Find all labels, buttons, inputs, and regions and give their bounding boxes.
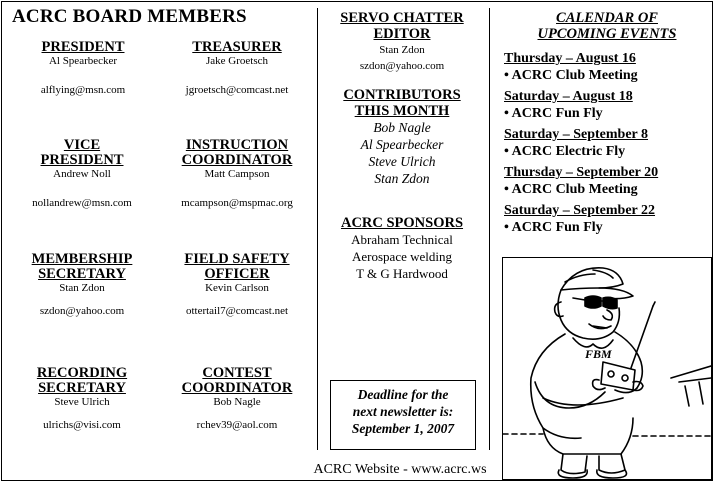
- calendar-event: [504, 202, 712, 236]
- member-role: FIELD SAFETY: [184, 251, 290, 267]
- calendar-event: [504, 88, 712, 122]
- member-role: VICE: [63, 137, 101, 153]
- member-email: ottertail7@comcast.net: [185, 305, 289, 317]
- member-field-safety-officer: [170, 252, 304, 318]
- member-vice-president: [18, 138, 146, 210]
- column-divider-right: [489, 8, 490, 450]
- member-name: Stan Zdon: [59, 282, 105, 294]
- member-role: INSTRUCTION: [185, 137, 289, 153]
- event-item: • ACRC Electric Fly: [504, 144, 626, 159]
- calendar-event: [504, 164, 712, 198]
- member-email: rchev39@aol.com: [196, 419, 278, 431]
- editor-email: szdon@yahoo.com: [359, 60, 445, 72]
- member-role: OFFICER: [204, 266, 270, 282]
- member-role: COORDINATOR: [181, 380, 293, 396]
- member-contest-coordinator: [168, 366, 306, 432]
- member-name: Steve Ulrich: [54, 396, 110, 408]
- member-name: Andrew Noll: [53, 168, 111, 180]
- member-name: Bob Nagle: [213, 396, 261, 408]
- member-instruction-coordinator: [168, 138, 306, 210]
- member-role: PRESIDENT: [40, 152, 124, 168]
- member-name: Al Spearbecker: [48, 55, 118, 67]
- member-email: mcampson@mspmac.org: [181, 197, 293, 209]
- member-email: jgroetsch@comcast.net: [185, 84, 289, 96]
- event-item: • ACRC Club Meeting: [504, 182, 638, 197]
- member-name: Jake Groetsch: [205, 55, 268, 67]
- sponsor-name: Abraham Technical: [351, 232, 453, 247]
- column-divider-left: [317, 8, 318, 450]
- member-membership-secretary: [18, 252, 146, 318]
- deadline-line: next newsletter is:: [352, 404, 454, 419]
- event-item: • ACRC Fun Fly: [504, 220, 603, 235]
- deadline-box: [330, 380, 476, 450]
- calendar-title-line: UPCOMING EVENTS: [537, 26, 677, 42]
- member-role: TREASURER: [192, 39, 282, 55]
- website-link[interactable]: ACRC Website - www.acrc.ws: [313, 462, 487, 477]
- event-date: Saturday – September 22: [504, 203, 656, 218]
- cartoon-box: [502, 257, 712, 480]
- member-email: nollandrew@msn.com: [32, 197, 132, 209]
- member-treasurer: [170, 40, 304, 97]
- member-name: Kevin Carlson: [205, 282, 269, 294]
- sponsor-name: Aerospace welding: [352, 249, 452, 264]
- pilot-cartoon-illustration: [503, 258, 711, 479]
- event-date: Thursday – August 16: [504, 51, 636, 66]
- event-date: Saturday – September 8: [504, 127, 649, 142]
- member-role: MEMBERSHIP: [31, 251, 133, 267]
- editor-title: EDITOR: [373, 26, 431, 42]
- member-role: RECORDING: [36, 365, 128, 381]
- editor-section: [324, 10, 480, 73]
- event-date: Thursday – September 20: [504, 165, 659, 180]
- calendar-title: [504, 10, 710, 42]
- event-item: • ACRC Fun Fly: [504, 106, 603, 121]
- contributor-name: Bob Nagle: [373, 120, 431, 135]
- member-name: Matt Campson: [204, 168, 270, 180]
- calendar-event: [504, 126, 712, 160]
- contributor-name: Stan Zdon: [374, 171, 430, 186]
- member-role: COORDINATOR: [181, 152, 293, 168]
- member-email: ulrichs@visi.com: [43, 419, 121, 431]
- member-role: SECRETARY: [38, 266, 126, 282]
- editor-title: SERVO CHATTER: [340, 10, 464, 26]
- event-date: Saturday – August 18: [504, 89, 633, 104]
- member-president: [20, 40, 146, 97]
- sponsors-section: [324, 215, 480, 282]
- event-item: • ACRC Club Meeting: [504, 68, 638, 83]
- calendar-events: [504, 50, 712, 236]
- contributors-title: CONTRIBUTORS: [343, 87, 461, 103]
- contributor-name: Steve Ulrich: [368, 154, 436, 169]
- contributors-title: THIS MONTH: [354, 103, 450, 119]
- deadline-line: Deadline for the: [357, 387, 449, 402]
- sponsor-name: T & G Hardwood: [356, 266, 448, 281]
- member-email: szdon@yahoo.com: [39, 305, 125, 317]
- board-title: ACRC BOARD MEMBERS: [12, 6, 247, 27]
- calendar-event: [504, 50, 712, 84]
- deadline-line: September 1, 2007: [351, 421, 455, 436]
- cartoon-shirt-text: FBM: [585, 347, 612, 361]
- sponsors-title: ACRC SPONSORS: [340, 215, 464, 231]
- member-role: PRESIDENT: [41, 39, 125, 55]
- contributors-section: [324, 87, 480, 187]
- contributor-name: Al Spearbecker: [360, 137, 444, 152]
- member-role: CONTEST: [202, 365, 272, 381]
- member-role: SECRETARY: [38, 380, 126, 396]
- calendar-title-line: CALENDAR OF: [556, 10, 658, 26]
- member-recording-secretary: [18, 366, 146, 432]
- editor-name: Stan Zdon: [379, 44, 425, 56]
- member-email: alflying@msn.com: [40, 84, 126, 96]
